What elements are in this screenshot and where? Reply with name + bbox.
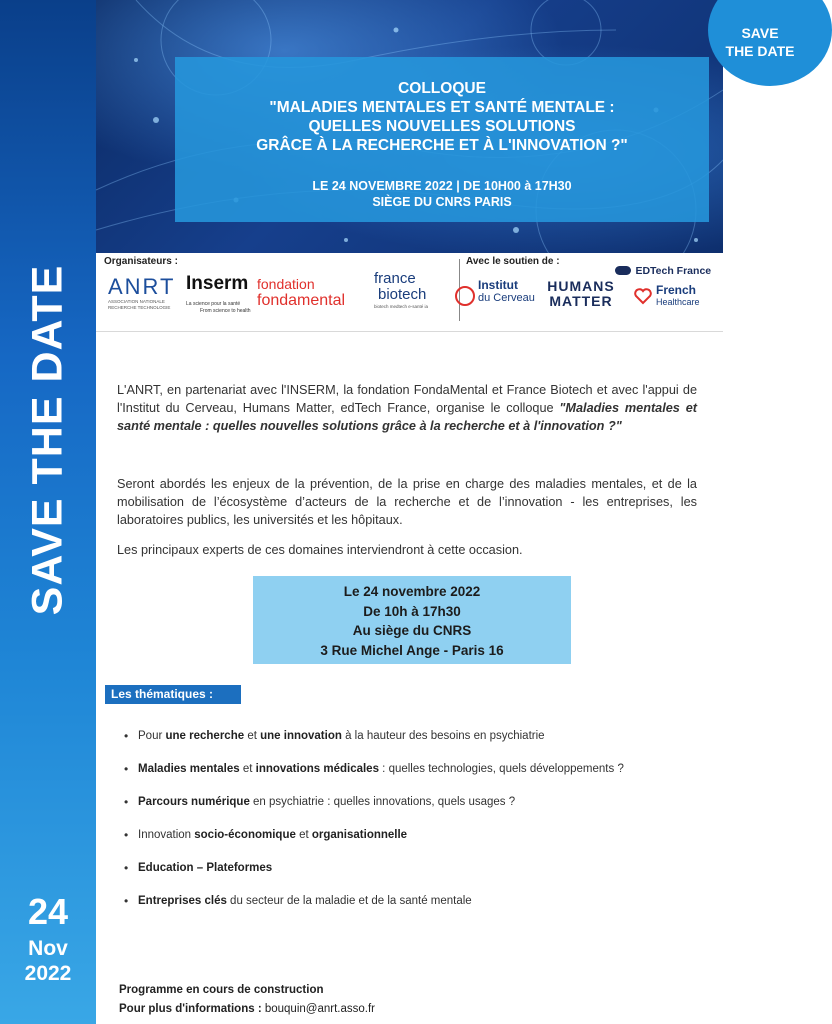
heart-icon <box>634 287 652 305</box>
list-item: • Innovation socio-économique et organisationnelle <box>124 827 714 860</box>
hero-date <box>175 178 709 210</box>
anrt-wordmark: ANRT <box>108 274 176 299</box>
france-biotech-subtitle: biotech medtech e-santé ia <box>374 304 429 309</box>
edtech-pill-icon <box>615 266 631 275</box>
anrt-subtitle: RECHERCHE TECHNOLOGIE <box>108 305 171 310</box>
french-healthcare-wordmark: French <box>656 283 697 297</box>
themes-list <box>124 728 714 926</box>
support-label: Avec le soutien de : <box>466 256 560 267</box>
event-date: Le 24 novembre 2022 <box>343 584 481 599</box>
list-item: • Parcours numérique en psychiatrie : quelles innovations, quels usages ? <box>124 794 714 827</box>
contact-label: Pour plus d'informations : <box>119 1003 262 1015</box>
france-biotech-wordmark: biotech <box>378 286 427 303</box>
list-item: • Entreprises clés du secteur de la maladie et de la santé mentale <box>124 893 714 926</box>
colloque-title-emphasis: "Maladies mentales et santé mentale : quelles nouvelles solutions grâce à la recherche et à l'innovation ?" <box>117 401 697 433</box>
event-hours: De 10h à 17h30 <box>363 603 461 619</box>
side-band <box>0 0 96 1024</box>
humans-matter-logo <box>539 279 623 309</box>
edtech-france-logo <box>615 262 721 280</box>
list-item: • Education – Plateformes <box>124 860 714 893</box>
programme-note: Programme en cours de construction <box>119 984 324 996</box>
side-day: 24 <box>27 891 69 932</box>
hero-date-line: LE 24 NOVEMBRE 2022 | DE 10H00 à 17H30 <box>312 179 572 193</box>
list-item: • Maladies mentales et innovations médicales : quelles technologies, quels développements ? <box>124 761 714 794</box>
inserm-subtitle: From science to health <box>200 308 251 314</box>
hero-title-line: QUELLES NOUVELLES SOLUTIONS <box>308 118 576 135</box>
event-address: 3 Rue Michel Ange - Paris 16 <box>320 642 504 658</box>
hero-title-box <box>175 57 709 222</box>
institut-wordmark: Institut <box>478 278 518 292</box>
badge-line: SAVE <box>741 25 779 41</box>
side-year: 2022 <box>24 962 72 985</box>
badge-line: THE DATE <box>725 43 795 59</box>
save-the-date-badge <box>708 0 832 86</box>
contact-line <box>119 1003 375 1015</box>
themes-heading: Les thématiques : <box>105 685 241 704</box>
anrt-subtitle: ASSOCIATION NATIONALE <box>108 299 165 304</box>
institut-wordmark: du Cerveau <box>478 292 535 304</box>
organisers-label: Organisateurs : <box>104 256 178 267</box>
inserm-subtitle: La science pour la santé <box>186 301 241 307</box>
list-item: • Pour une recherche et une innovation à la hauteur des besoins en psychiatrie <box>124 728 714 761</box>
hero-banner <box>96 0 795 253</box>
french-healthcare-wordmark: Healthcare <box>656 297 700 307</box>
issues-paragraph: Seront abordés les enjeux de la prévention, de la prise en charge des maladies mentales, et de la mobilisation de l’écosystème d’acteurs de la recherche et de l’innovation - les entreprises, les laboratoires publics, les universités et les hôpitaux. <box>117 477 697 527</box>
france-biotech-logo <box>374 271 458 311</box>
fondamental-logo <box>257 277 372 309</box>
save-the-date-badge-text <box>720 24 800 60</box>
humans-matter-wordmark: MATTER <box>549 293 613 309</box>
intro-paragraph <box>117 381 697 435</box>
hero-title-line: COLLOQUE <box>398 80 486 97</box>
partner-logos <box>96 253 723 332</box>
experts-paragraph: Les principaux experts de ces domaines interviendront à cette occasion. <box>117 543 523 557</box>
inserm-logo <box>186 273 256 315</box>
hero-venue-line: SIÈGE DU CNRS PARIS <box>372 195 512 209</box>
brain-circle-icon <box>454 281 476 311</box>
side-month: Nov <box>28 937 68 960</box>
anrt-logo <box>108 275 186 311</box>
inserm-wordmark: Inserm <box>186 273 249 294</box>
edtech-wordmark: EDTech France <box>635 264 712 277</box>
fondamental-wordmark: fondamental <box>257 292 346 309</box>
fondamental-wordmark: fondation <box>257 276 315 292</box>
france-biotech-wordmark: france <box>374 270 416 287</box>
humans-matter-wordmark: HUMANS <box>547 278 615 294</box>
event-info-box <box>253 576 571 664</box>
hero-title-line: "MALADIES MENTALES ET SANTÉ MENTALE : <box>269 99 615 116</box>
intro-text: L'ANRT, en partenariat avec l'INSERM, la fondation FondaMental et France Biotech et avec l'appui de l'Institut du Cerveau, Humans Matter, edTech France, organise le colloque <box>117 383 697 415</box>
event-venue: Au siège du CNRS <box>352 623 472 638</box>
contact-email[interactable]: bouquin@anrt.asso.fr <box>261 1003 375 1015</box>
side-save-the-date: SAVE THE DATE <box>23 264 72 616</box>
hero-title <box>175 79 709 155</box>
hero-title-line: GRÂCE À LA RECHERCHE ET À L'INNOVATION ?" <box>256 137 628 154</box>
